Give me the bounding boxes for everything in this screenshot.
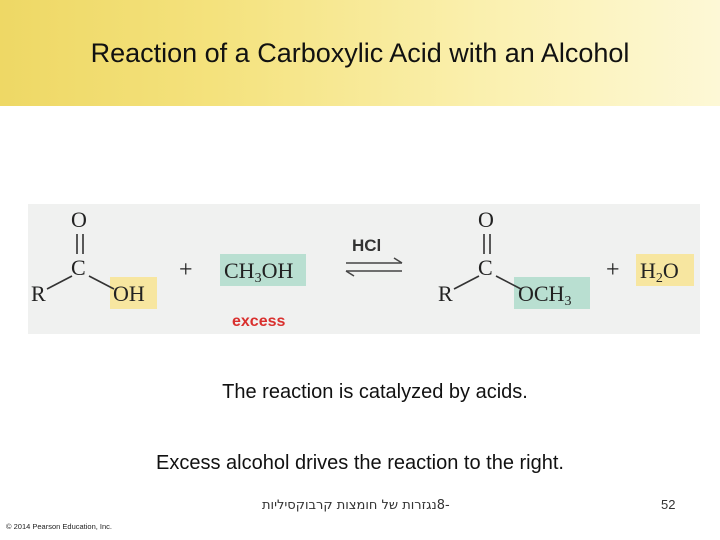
catalyst-label: HCl	[352, 236, 382, 255]
methanol-formula: $CH_3OH$	[224, 258, 294, 286]
product1-carbon: C	[478, 255, 493, 280]
excess-label: excess	[232, 313, 286, 330]
product1-carbonyl-oxygen: O	[478, 207, 494, 232]
excess-statement: Excess alcohol drives the reaction to the right.	[156, 452, 564, 474]
plus-sign: +	[179, 257, 193, 283]
catalysis-statement: The reaction is catalyzed by acids.	[222, 381, 528, 403]
plus-sign: +	[606, 257, 620, 283]
product1-r-group: R	[438, 281, 453, 306]
page-number: 52	[661, 497, 676, 512]
slide-title: Reaction of a Carboxylic Acid with an Alcohol	[90, 38, 630, 68]
reactant1-hydroxyl: OH	[113, 281, 145, 306]
water-formula: $H_2O$	[640, 258, 679, 286]
copyright-notice: © 2014 Pearson Education, Inc.	[6, 522, 113, 531]
footer-chapter-title: -8נגזרות של חומצות קרבוקסיליות	[262, 498, 450, 513]
oh-bond-line	[89, 276, 114, 289]
product1-methoxy: $OCH_3$	[518, 281, 572, 309]
reactant1-r-group: R	[31, 281, 46, 306]
r-bond-line	[47, 276, 72, 289]
reactant1-carbonyl-oxygen: O	[71, 207, 87, 232]
r-bond-line	[454, 276, 479, 289]
reactant1-carbon: C	[71, 255, 86, 280]
